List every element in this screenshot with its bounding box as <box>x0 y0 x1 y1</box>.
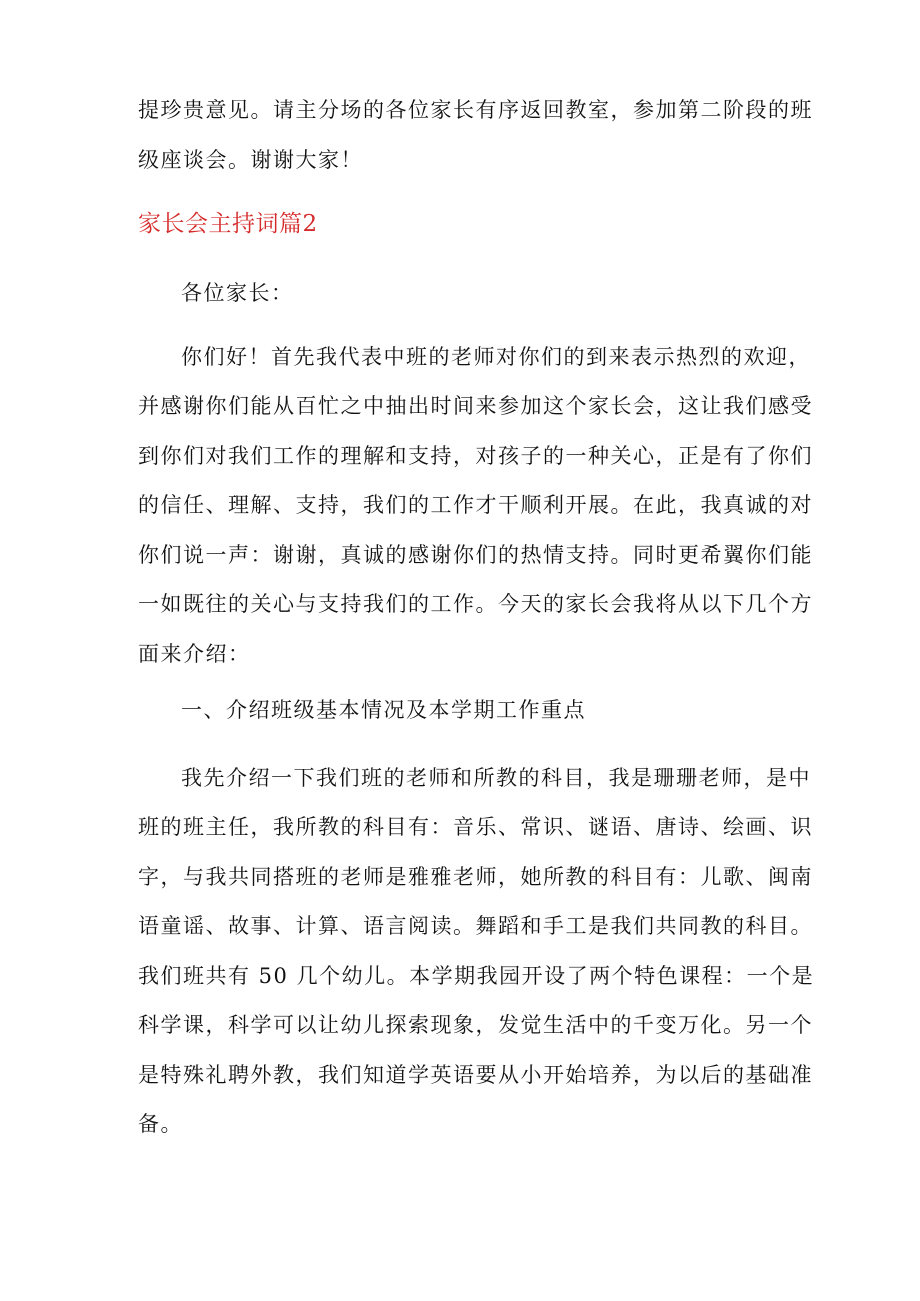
welcome-paragraph-line-1: 你们好！首先我代表中班的老师对你们的到来表示热烈的欢迎， <box>181 345 811 369</box>
intro-paragraph-line-1: 提珍贵意见。请主分场的各位家长有序返回教室，参加第二阶段的班 <box>138 98 813 122</box>
welcome-paragraph-line-6: 一如既往的关心与支持我们的工作。今天的家长会我将从以下几个方 <box>138 592 813 616</box>
welcome-paragraph-line-4: 的信任、理解、支持，我们的工作才干顺利开展。在此，我真诚的对 <box>138 493 813 517</box>
subheading: 一、介绍班级基本情况及本学期工作重点 <box>181 698 586 722</box>
teachers-paragraph-line-3: 字，与我共同搭班的老师是雅雅老师，她所教的科目有：儿歌、闽南 <box>138 865 813 889</box>
welcome-paragraph-line-2: 并感谢你们能从百忙之中抽出时间来参加这个家长会，这让我们感受 <box>138 394 813 418</box>
intro-paragraph-line-2: 级座谈会。谢谢大家！ <box>138 148 363 172</box>
teachers-paragraph-line-5: 我们班共有 50 几个幼儿。本学期我园开设了两个特色课程：一个是 <box>138 964 815 988</box>
welcome-paragraph-line-5: 你们说一声：谢谢，真诚的感谢你们的热情支持。同时更希翼你们能 <box>138 543 813 567</box>
greeting: 各位家长： <box>181 281 294 305</box>
section-heading: 家长会主持词篇2 <box>138 211 318 237</box>
teachers-paragraph-line-2: 班的班主任，我所教的科目有：音乐、常识、谜语、唐诗、绘画、识 <box>138 815 813 839</box>
welcome-paragraph-line-3: 到你们对我们工作的理解和支持，对孩子的一种关心，正是有了你们 <box>138 444 813 468</box>
teachers-paragraph-line-8: 备。 <box>138 1112 183 1136</box>
teachers-paragraph-line-1: 我先介绍一下我们班的老师和所教的科目，我是珊珊老师，是中 <box>181 766 811 790</box>
teachers-paragraph-line-6: 科学课，科学可以让幼儿探索现象，发觉生活中的千变万化。另一个 <box>138 1013 813 1037</box>
teachers-paragraph-line-7: 是特殊礼聘外教，我们知道学英语要从小开始培养，为以后的基础准 <box>138 1063 813 1087</box>
teachers-paragraph-line-4: 语童谣、故事、计算、语言阅读。舞蹈和手工是我们共同教的科目。 <box>138 914 813 938</box>
welcome-paragraph-line-7: 面来介绍： <box>138 642 251 666</box>
